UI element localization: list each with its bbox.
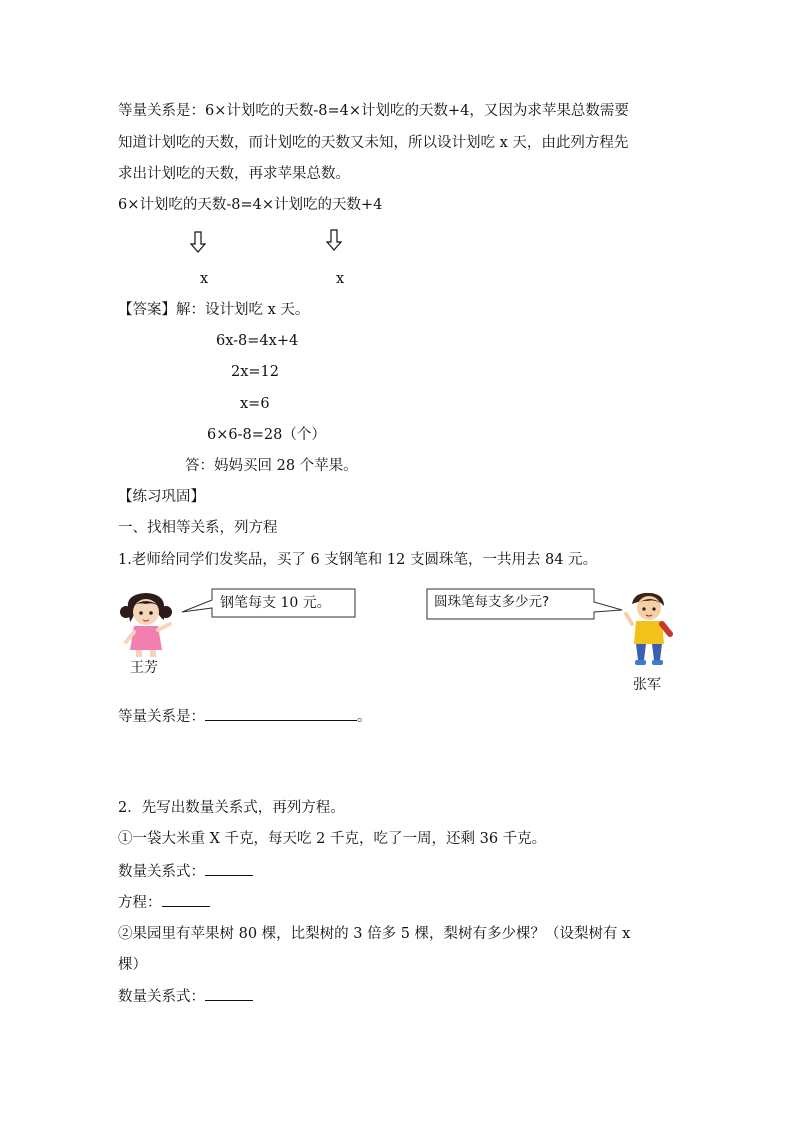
- speech-bubble-left-text: 钢笔每支 10 元。: [220, 595, 331, 611]
- question-2a: ①一袋大米重 X 千克，每天吃 2 千克，吃了一周，还剩 36 千克。: [118, 831, 547, 847]
- question-2b-line-1: ②果园里有苹果树 80 棵，比梨树的 3 倍多 5 棵，梨树有多少棵？（设梨树有 x: [118, 926, 631, 942]
- name-zhang-jun: 张军: [633, 677, 661, 693]
- down-arrow-icon: [326, 229, 342, 251]
- relation-blank[interactable]: [205, 861, 253, 876]
- practice-heading: 【练习巩固】: [118, 489, 205, 505]
- answer-step-4: 6×6-8=28（个）: [207, 427, 326, 443]
- answer-step-3: x=6: [240, 396, 270, 412]
- speech-bubble-right-text: 圆珠笔每支多少元?: [434, 594, 550, 610]
- relation-blank[interactable]: [205, 706, 357, 721]
- boy-illustration: [624, 590, 674, 674]
- girl-illustration: [118, 590, 180, 658]
- relation-blank[interactable]: [205, 986, 253, 1001]
- section-1-title: 一、找相等关系，列方程: [118, 520, 278, 536]
- answer-step-2: 2x=12: [231, 364, 280, 380]
- equation-label: 方程：: [118, 895, 162, 911]
- relation-end: 。: [357, 709, 372, 725]
- analysis-line-1: 等量关系是：6×计划吃的天数-8=4×计划吃的天数+4，又因为求苹果总数需要: [118, 103, 629, 119]
- relation-label: 数量关系式：: [118, 864, 205, 880]
- analysis-equation: 6×计划吃的天数-8=4×计划吃的天数+4: [118, 197, 383, 213]
- name-wang-fang: 王芳: [130, 660, 158, 676]
- question-2b-line-2: 棵）: [118, 957, 147, 973]
- question-2a-relation: [118, 861, 253, 882]
- down-arrow-icon: [190, 231, 206, 253]
- question-1: 1.老师给同学们发奖品，买了 6 支钢笔和 12 支圆珠笔，一共用去 84 元。: [118, 552, 598, 568]
- variable-right: x: [336, 271, 345, 287]
- answer-final: 答：妈妈买回 28 个苹果。: [185, 458, 358, 474]
- answer-step-1: 6x-8=4x+4: [216, 333, 299, 349]
- answer-label: 【答案】解：设计划吃 x 天。: [118, 302, 310, 318]
- equation-blank[interactable]: [162, 892, 210, 907]
- question-2: 2．先写出数量关系式，再列方程。: [118, 800, 345, 816]
- variable-left: x: [200, 271, 209, 287]
- analysis-line-2: 知道计划吃的天数，而计划吃的天数又未知，所以设计划吃 x 天，由此列方程先: [118, 135, 629, 151]
- question-2b-relation: [118, 986, 253, 1007]
- relation-line: [118, 706, 372, 727]
- relation-label: 等量关系是：: [118, 709, 205, 725]
- relation-label: 数量关系式：: [118, 989, 205, 1005]
- question-2a-equation: [118, 892, 210, 913]
- analysis-line-3: 求出计划吃的天数，再求苹果总数。: [118, 166, 350, 182]
